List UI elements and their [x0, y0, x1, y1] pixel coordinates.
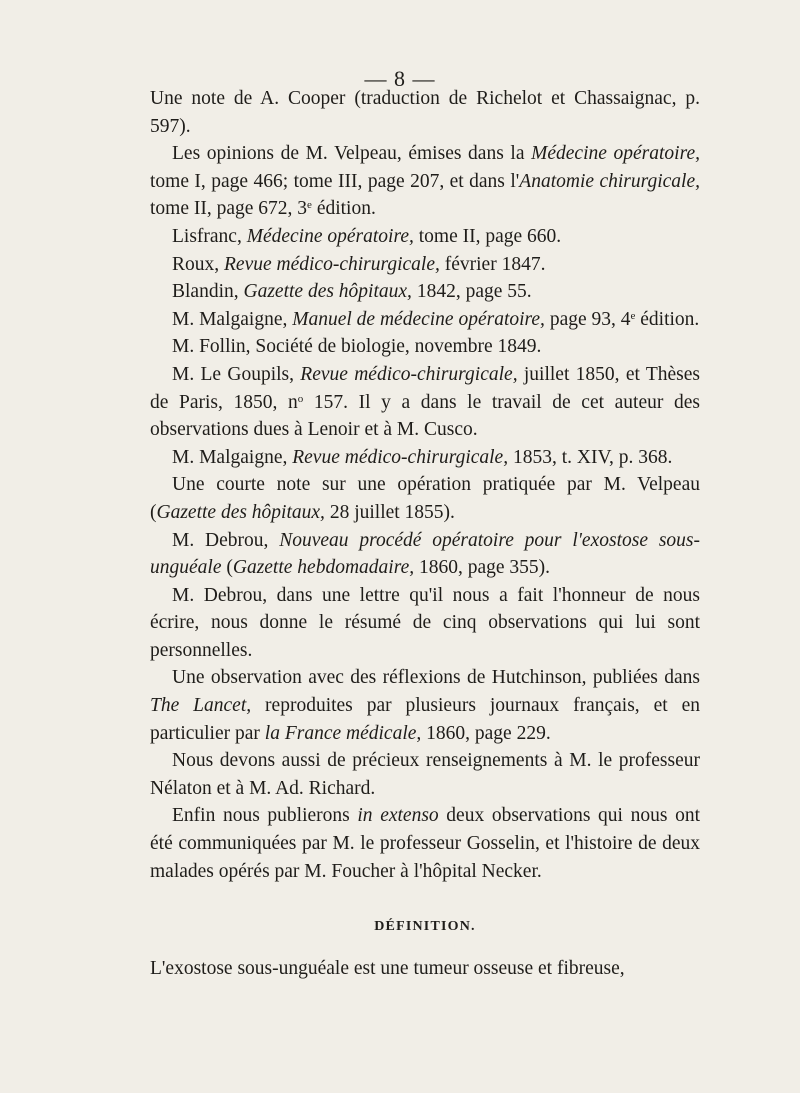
italic-text: Revue médico-chirurgicale, — [292, 446, 509, 468]
paragraph: M. Malgaigne, Revue médico-chirurgicale, 1853, t. XIV, p. 368. — [172, 446, 673, 468]
paragraph: M. Follin, Société de biologie, novembre 1849. — [172, 336, 542, 358]
superscript: o — [297, 392, 304, 405]
paragraph: Une note de A. Cooper (traduction de Richelot et Chassaignac, p. 597). — [150, 88, 700, 137]
italic-text: in extenso — [357, 805, 439, 827]
italic-text: Nouveau procédé opératoire pour l'exostose sous-unguéale — [150, 529, 700, 579]
paragraph: Roux, Revue médico-chirurgicale, février 1847. — [172, 253, 546, 275]
italic-text: la France médicale, — [264, 722, 422, 744]
superscript: e — [307, 199, 312, 212]
italic-text: Manuel de médecine opératoire, — [292, 308, 545, 330]
italic-text: Gazette des hôpitaux, — [243, 281, 412, 303]
paragraph: Les opinions de M. Velpeau, émises dans la Médecine opératoire, tome I, page 466; tome III, page 207, et dans l'Anatomie chirurgicale, tome II, page 672, 3e édition. — [150, 143, 701, 220]
italic-text: Gazette hebdomadaire, — [232, 557, 415, 579]
paragraph: M. Debrou, dans une lettre qu'il nous a fait l'honneur de nous écrire, nous donne le résumé de cinq observations qui lui sont personnelles. — [150, 584, 700, 661]
paragraph: Une courte note sur une opération pratiquée par M. Velpeau (Gazette des hôpitaux, 28 juillet 1855). — [150, 474, 700, 523]
superscript: e — [630, 309, 636, 322]
italic-text: Médecine opératoire, — [246, 225, 414, 247]
paragraph: M. Debrou, Nouveau procédé opératoire pour l'exostose sous-unguéale (Gazette hebdomadaire, 1860, page 355). — [150, 529, 700, 579]
paragraph: Lisfranc, Médecine opératoire, tome II, page 660. — [172, 225, 562, 247]
body-text — [150, 85, 700, 982]
paragraph: Enfin nous publierons in extenso deux observations qui nous ont été communiquées par M. le professeur Gosselin, et l'histoire de deux malades opérés par M. Foucher à l'hôpital Necker. — [150, 805, 700, 882]
italic-text: Gazette des hôpitaux, — [156, 501, 325, 523]
paragraph: M. Le Goupils, Revue médico-chirurgicale, juillet 1850, et Thèses de Paris, 1850, $n^o$ 157. Il y a dans le travail de cet auteur des observations dues à Lenoir et à M. Cusco. — [150, 363, 700, 441]
italic-text: Revue médico-chirurgicale, — [300, 363, 518, 385]
page-number: — 8 — — [364, 66, 436, 91]
italic-text: Revue médico-chirurgicale, — [224, 253, 440, 275]
italic-text: The Lancet, — [150, 695, 252, 717]
paragraph: Blandin, Gazette des hôpitaux, 1842, page 55. — [172, 281, 532, 303]
paragraph: M. Malgaigne, Manuel de médecine opératoire, page 93, 4e édition. — [172, 308, 700, 330]
italic-text: Médecine opératoire, — [531, 143, 700, 165]
section-heading: DÉFINITION. — [374, 919, 476, 935]
paragraph: Une observation avec des réflexions de Hutchinson, publiées dans The Lancet, reproduites par plusieurs journaux français, et en particulier par la France médicale, 1860, page 229. — [150, 667, 700, 744]
italic-text: Anatomie chirurgicale, — [519, 170, 701, 192]
closing-paragraph: L'exostose sous-unguéale est une tumeur osseuse et fibreuse, — [150, 957, 625, 979]
paragraph: Nous devons aussi de précieux renseignements à M. le professeur Nélaton et à M. Ad. Richard. — [150, 750, 700, 799]
